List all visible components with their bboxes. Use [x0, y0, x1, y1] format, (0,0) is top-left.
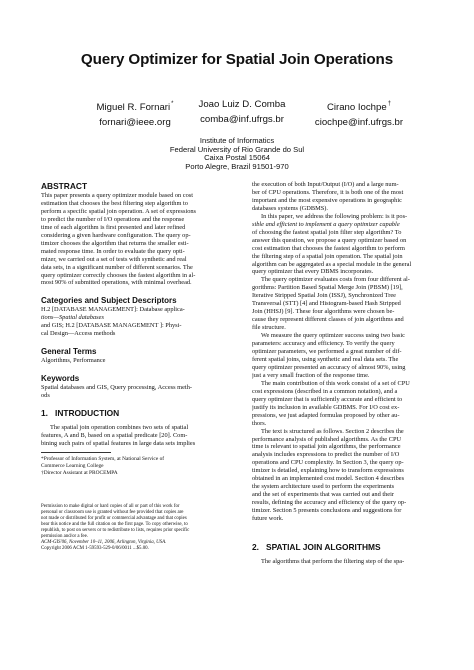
introduction-heading: 1. INTRODUCTION — [41, 408, 120, 419]
categories-text: H.2 [DATABASE MANAGEMENT]: Database applica- tions—Spatial databases and GIS; H.2 [DATABASE MANAGEMENT ]: Physi- cal Design—Access methods — [41, 306, 185, 338]
general-terms-heading: General Terms — [41, 347, 97, 357]
introduction-text: The spatial join operation combines two sets of spatial features, A and B, based on a spatial predicate [20]. Com- bining such pairs of spatial features in large data sets implies — [41, 424, 196, 448]
section-2-text: The algorithms that perform the filtering step of the spa- — [261, 557, 405, 565]
keywords-text: Spatial databases and GIS, Query processing, Access meth- ods — [41, 384, 192, 400]
affiliation-line: Federal University of Rio Grande do Sul — [169, 144, 305, 154]
author-footnote-mark: † — [387, 101, 392, 107]
paper-title: Query Optimizer for Spatial Join Operations — [80, 51, 394, 68]
author-email: comba@inf.ufrgs.br — [200, 114, 284, 125]
keywords-heading: Keywords — [41, 374, 80, 384]
general-terms-text: Algorithms, Performance — [41, 357, 106, 365]
affiliation — [0, 137, 474, 172]
footnote-rule — [41, 452, 111, 453]
abstract-text: This paper presents a query optimizer module based on cost estimation that chooses the best filtering step algorithm to perform a specific spatial join operation. A set of expressions to predict the number of I/O operations and the response time of each algorithm is first presented and later refined considering a given hardware configuration. The query op- timizer chooses the algorithm that returns the smaller esti- mated response time. In order to evaluate the query opti- mizer, we carried out a set of tests with synthetic and real data sets, in a significant number of different scenarios. The query optimizer correctly chooses the fastest algorithm in al- most 90% of submitted operations, with minimal overhead. — [41, 192, 197, 287]
affiliation-line: Porto Alegre, Brazil 91501-970 — [185, 162, 289, 172]
author-email: ciochpe@inf.ufrgs.br — [314, 117, 404, 128]
author-footnote-mark: * — [171, 101, 174, 107]
affiliation-line: Institute of Informatics — [199, 136, 275, 145]
author-3 — [284, 97, 434, 130]
abstract-heading: ABSTRACT — [41, 181, 88, 191]
right-column — [252, 181, 453, 566]
intro-continued: the execution of both Input/Output (I/O) and a large num- ber of CPU operations. Therefore, it is both one of the most important and the most expensive operations in geographic databases systems (GDBMS). In this paper, we address the following problem: is it pos- sible and efficient to implement a query optimizer capable of choosing the fastest spatial join filter step algorithm? To answer this question, we propose a query optimizer based on cost estimation that chooses the fastest algorithm to perform the filtering step of a spatial join operation. The spatial join algorithm can be aggregated as a special module in the general query optimizer that every DBMS incorporates. The query optimizer evaluates costs from four different al- gorithms: Partition Based Spatial Merge Join (PBSM) [19], Iterative Stripped Spatial Join (ISSJ), Synchronized Tree Transversal (STT) [4] and Histogram-based Hash Stripped Join (HHSJ) [9]. These four algorithms were chosen be- cause they represent different classes of join algorithms and file structure. We measure the query optimizer success using two basic parameters: accuracy and efficiency. To verify the query optimizer parameters, we performed a great number of dif- ferent spatial joins, using synthetic and real data sets. The query optimizer presented an accuracy of almost 90%, using just a very small fraction of the response time. The main contribution of this work consist of a set of CPU cost expressions (described in a common notation), and a query optimizer that is sufficiently accurate and efficient to justify its inclusion in available GDBMS. For I/O cost ex- pressions, we just adapted formulas proposed by other au- thors. The text is structured as follows. Section 2 describes the performance analysis of published algorithms. As the CPU time is relevant to spatial join algorithms, the performance analysis includes expressions to predict the number of I/O operations and CPU complexity. In Section 3, the query op- timizer is detailed, explaining how to transform expressions obtained in an implemented cost model. Section 4 describes the system architecture used to perform the experiments and the set of experiments that was carried out and their results, defining the accuracy and efficiency of the query op- timizer. Section 5 presents conclusions and suggestions for future work. — [252, 181, 412, 523]
affiliation-line: Caixa Postal 15064 — [204, 153, 270, 163]
author-name: Cirano Iochpe — [326, 102, 387, 113]
left-column — [41, 181, 242, 552]
author-name: Miguel R. Fornari — [96, 102, 171, 113]
permission-notice: Permission to make digital or hard copies of all or part of this work for personal or classroom use is granted without fee provided that copies are not made or distributed for profit or commercial advantage and that copies bear this notice and the full citation on the first page. To copy otherwise, to republish, to post on servers or to redistribute to lists, requires prior specific permission and/or a fee. ACM-GIS'06, November 10–11, 2006, Arlington, Virginia, USA. Copyright 2006 ACM 1-59593-529-0/06/0011 ...$5.00. — [41, 503, 190, 552]
categories-heading: Categories and Subject Descriptors — [41, 296, 177, 306]
footnotes: *Professor of Information System, at National Service of Commerce Learning College †Director Assistant at PROCEMPA — [41, 455, 165, 476]
section-2-heading: 2. SPATIAL JOIN ALGORITHMS — [252, 541, 381, 552]
author-name: Joao Luiz D. Comba — [198, 99, 286, 110]
author-email: fornari@ieee.org — [99, 117, 171, 128]
